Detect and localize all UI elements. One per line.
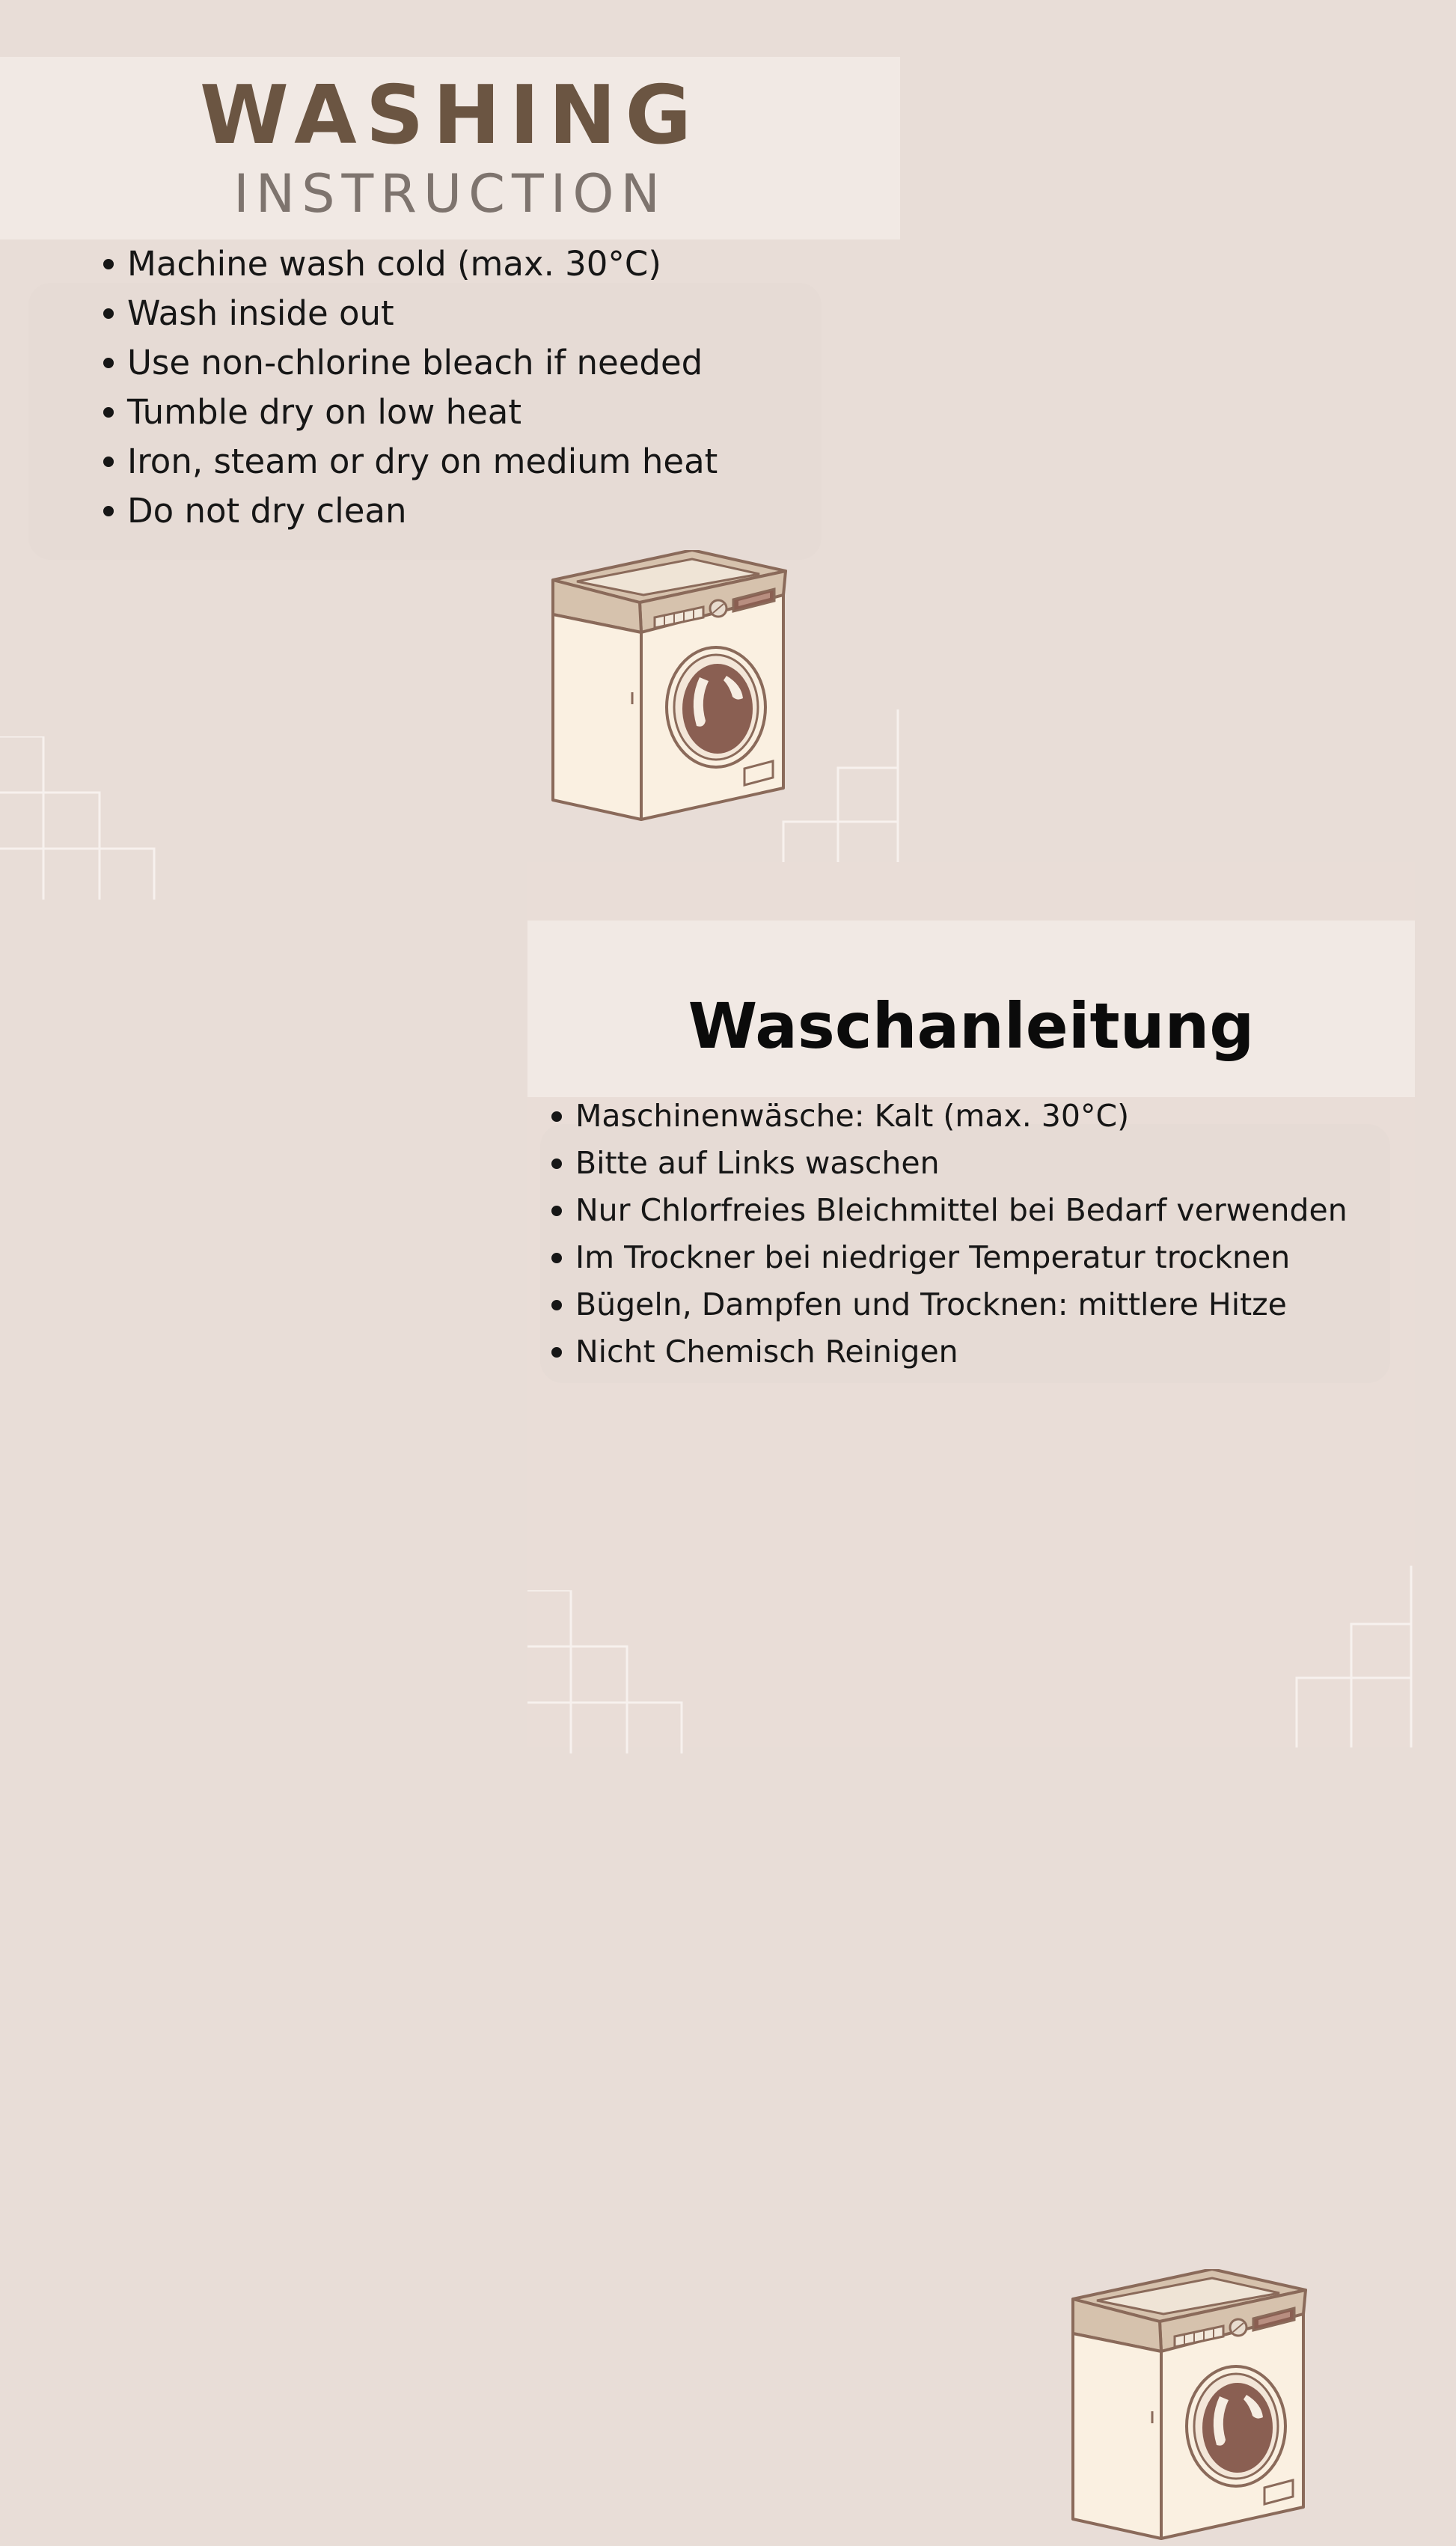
washing-instruction-panel	[0, 0, 900, 864]
instruction-list	[550, 1093, 1392, 1376]
washing-machine-icon	[550, 550, 789, 827]
list-item: Machine wash cold (max. 30°C)	[102, 239, 850, 289]
page-title: Waschanleitung	[688, 989, 1255, 1063]
list-item: Tumble dry on low heat	[102, 388, 850, 437]
grid-decoration	[1295, 1566, 1415, 1747]
list-item: Im Trockner bei niedriger Temperatur trocknen	[550, 1234, 1392, 1281]
washing-machine-icon	[1070, 2269, 1309, 2546]
list-item: Maschinenwäsche: Kalt (max. 30°C)	[550, 1093, 1392, 1140]
list-item: Bügeln, Dampfen und Trocknen: mittlere Hitze	[550, 1281, 1392, 1328]
list-item: Nicht Chemisch Reinigen	[550, 1328, 1392, 1376]
grid-decoration	[0, 736, 157, 901]
grid-decoration	[527, 1590, 685, 1755]
page-title: WASHING	[199, 69, 701, 162]
instruction-list	[102, 239, 850, 536]
list-item: Bitte auf Links waschen	[550, 1140, 1392, 1187]
list-item: Do not dry clean	[102, 486, 850, 536]
list-item: Nur Chlorfreies Bleichmittel bei Bedarf verwenden	[550, 1187, 1392, 1234]
list-item: Use non-chlorine bleach if needed	[102, 338, 850, 388]
list-item: Iron, steam or dry on medium heat	[102, 437, 850, 486]
grid-decoration	[782, 709, 902, 867]
waschanleitung-panel	[527, 862, 1415, 1747]
list-item: Wash inside out	[102, 289, 850, 338]
page-subtitle: INSTRUCTION	[233, 163, 667, 225]
